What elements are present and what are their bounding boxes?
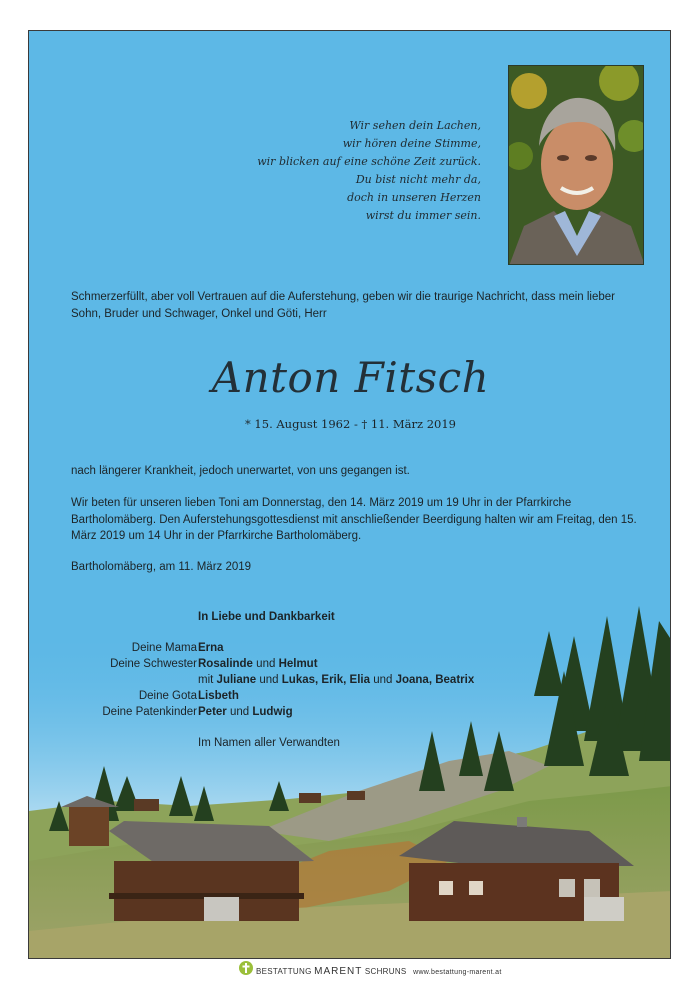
conjunction: und [259, 674, 279, 686]
death-statement: nach längerer Krankheit, jedoch unerwartet, von uns gegangen ist. [71, 465, 410, 477]
brand-marent: MARENT [314, 966, 363, 977]
conjunction: und [373, 674, 393, 686]
relation-label: Deine Mama [131, 642, 197, 654]
mourner-row-godchildren [29, 704, 671, 720]
poem-line: wirst du immer sein. [365, 209, 481, 222]
service-details: Wir beten für unseren lieben Toni am Donnerstag, den 14. März 2019 um 19 Uhr in der Pfarrkirche Bartholomäberg. Den Auferstehungsgottesdienst mit anschließender Beerdigung halten wir am Freitag, den 15. März 2019 um 14 Uhr in der Pfarrkirche Bartholomäberg. [71, 497, 637, 542]
poem-line: Wir sehen dein Lachen, [349, 119, 481, 132]
obituary-card [28, 30, 671, 959]
memorial-poem [257, 117, 481, 225]
poem-line: wir blicken auf eine schöne Zeit zurück. [257, 155, 481, 168]
mourner-row-siblings [29, 656, 671, 672]
conjunction: mit [198, 674, 214, 686]
mourners-heading: In Liebe und Dankbarkeit [198, 611, 335, 623]
conjunction: und [256, 658, 276, 670]
mourner-row-nieces-nephews [29, 672, 671, 688]
mourner-name: Helmut [278, 658, 318, 670]
life-dates: * 15. August 1962 - † 11. März 2019 [245, 417, 456, 431]
brand-website-link[interactable]: www.bestattung-marent.at [413, 969, 502, 976]
mourner-name: Ludwig [252, 706, 293, 718]
relation-label: Deine Schwester [110, 658, 197, 670]
mourner-name: Rosalinde [198, 658, 253, 670]
relation-label: Deine Patenkinder [102, 706, 197, 718]
funeral-home-brand [256, 966, 502, 977]
poem-line: Du bist nicht mehr da, [355, 173, 481, 186]
cross-leaf-icon [238, 960, 254, 976]
mourner-name: Joana, Beatrix [395, 674, 475, 686]
announcement-intro: Schmerzerfüllt, aber voll Vertrauen auf die Auferstehung, geben wir die traurige Nachricht, dass mein lieber Sohn, Bruder und Schwager, Onkel und Göti, Herr [71, 291, 615, 320]
footer [0, 960, 700, 988]
poem-line: doch in unseren Herzen [347, 191, 481, 204]
mourner-name: Lukas, Erik, Elia [281, 674, 370, 686]
mourner-name: Juliane [216, 674, 257, 686]
relation-label: Deine Gota [138, 690, 197, 702]
poem-line: wir hören deine Stimme, [342, 137, 481, 150]
closing-line: Im Namen aller Verwandten [198, 737, 340, 749]
deceased-name: Anton Fitsch [211, 353, 490, 402]
mourner-row-gota [29, 688, 671, 704]
conjunction: und [229, 706, 250, 718]
portrait-photo [508, 65, 644, 265]
brand-location: SCHRUNS [364, 967, 407, 976]
brand-bestattung: BESTATTUNG [256, 967, 312, 976]
mourner-row-mama [29, 640, 671, 656]
place-and-date: Bartholomäberg, am 11. März 2019 [71, 561, 252, 573]
mourner-name: Lisbeth [198, 690, 239, 702]
mourner-name: Peter [198, 706, 227, 718]
mourner-name: Erna [198, 642, 224, 654]
